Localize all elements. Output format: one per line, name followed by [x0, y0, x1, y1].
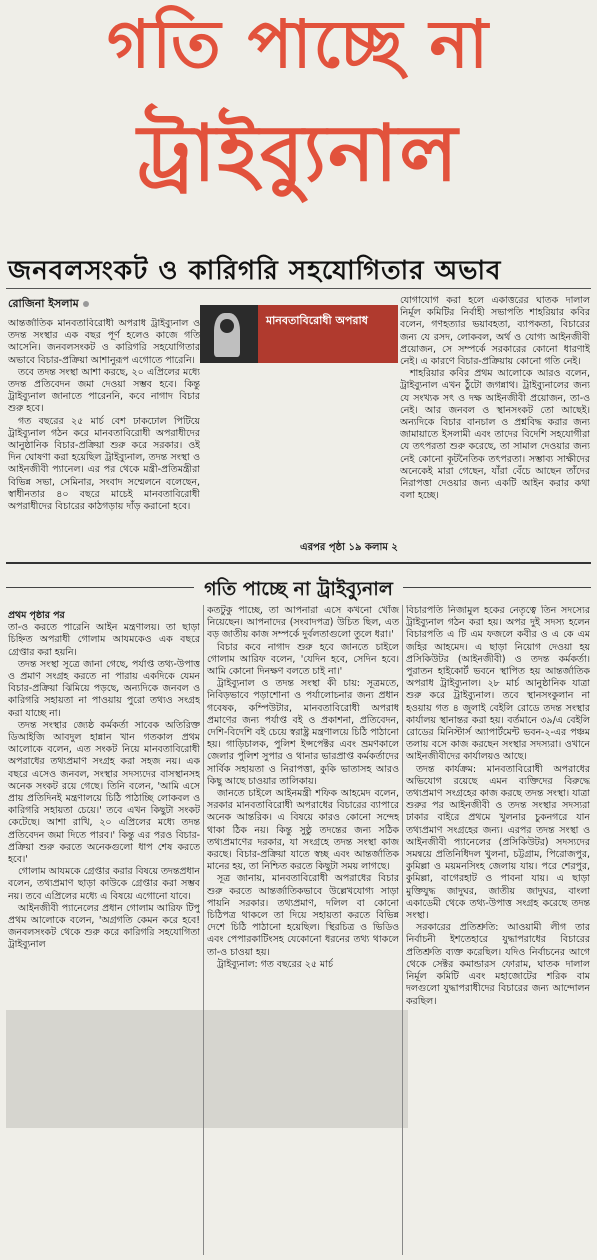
subheadline: জনবলসংকট ও কারিগরি সহযোগিতার অভাব [8, 256, 502, 286]
section-badge [200, 305, 398, 363]
paragraph: কতটুকু পাচ্ছে, তা আপনারা এসে কখনো খোঁজ নিয়েছেন। আপনাদের (সংবাদপত্র) উচিত ছিল, এত বড় জাতীয় কাজ সম্পর্কে দুর্বলতাগুলো তুলে ধরা।' [207, 605, 399, 641]
paragraph: সরকারের প্রতিশ্রুতি: আওয়ামী লীগ তার নির্বাচনী ইশতেহারে যুদ্ধাপরাধের বিচারের প্রতিশ্রুতি ব্যক্ত করেছিল। যদিও নির্বাচনের আগে থেকে সেক্টর কমান্ডারস ফোরাম, ঘাতক দালাল নির্মূল কমিটি এবং মহাজোটের শরিক বাম দলগুলো যুদ্ধাপরাধীদের বিচারের জন্য আন্দোলন করছিল। [406, 922, 590, 1007]
inside-column-3 [406, 605, 590, 1255]
inside-column-2 [207, 605, 399, 1255]
column-rule [402, 605, 403, 1255]
section-title-wrap [0, 575, 597, 607]
paragraph: তা-ও করতে পারেনি আইন মন্ত্রণালয়। তা ছাড়া চিহ্নিত অপরাধী গোলাম আযমকেও এক বছরে গ্রেপ্তার করা হয়নি। [8, 622, 200, 658]
column-rule [203, 605, 204, 1255]
byline-dot-icon [83, 301, 89, 307]
paragraph: শাহরিয়ার কবির প্রথম আলোকে আরও বলেন, ট্রাইব্যুনাল এখন ঠুঁটো জগন্নাথ। ট্রাইব্যুনালের জন্য যে সংখ্যক সৎ ও দক্ষ আইনজীবী প্রয়োজন, তা-ও নেই। আর জনবল ও স্থানসংকট তো আছেই। অন্যদিকে বিচার বানচাল ও প্রশ্নবিদ্ধ করার জন্য জামায়াতে ইসলামী এবং তাদের বিদেশি সহযোগীরা যে তৎপরতা শুরু করেছে, তা সামাল দেওয়ার জন্য নেই কোনো কূটনৈতিক তৎপরতা। সম্ভাব্য সাক্ষীদের অনেকেই মারা গেছেন, যাঁরা বেঁচে আছেন তাঁদের নিরাপত্তা দেওয়ার জন্য একটি আইন করার কথা বলা হচ্ছে। [400, 368, 590, 502]
paragraph: আন্তর্জাতিক মানবতাবিরোধী অপরাধ ট্রাইব্যুনাল ও তদন্ত সংস্থার এক বছর পূর্ণ হলেও কাজে গতি আসেনি। জনবলসংকট ও কারিগরি সহযোগিতার অভাবে বিচার-প্রক্রিয়া আশানুরূপ এগোতে পারেনি। [8, 318, 200, 366]
continued-jump: এরপর পৃষ্ঠা ১৯ কলাম ২ [300, 542, 398, 553]
headline-line1: গতি পাচ্ছে না [106, 6, 491, 83]
portrait-icon [200, 305, 258, 363]
continued-from: প্রথম পৃষ্ঠার পর [8, 610, 65, 621]
paragraph: ট্রাইব্যুনাল ও তদন্ত সংস্থা কী চায়: সূত্রমতে, নিবিড়ভাবে পড়াশোনা ও পর্যালোচনার জন্য প্রধান গবেষক, কম্পিউটার, মানবতাবিরোধী অপরাধ প্রমাণের জন্য পর্যাপ্ত বই ও প্রকাশনা, প্রতিবেদন, দেশি-বিদেশি বই চেয়ে স্বরাষ্ট্র মন্ত্রণালয়ে চিঠি পাঠানো হয়। গাড়িচালক, পুলিশ ইন্সপেক্টর এবং ভ্রমণকালে জেলার পুলিশ সুপার ও থানার ভারপ্রাপ্ত কর্মকর্তাদের সার্বিক সহায়তা ও নিরাপত্তা, কুকি ভাতাসহ আরও কিছু আছে চাওয়ার তালিকায়। [207, 678, 399, 787]
front-column-2 [400, 295, 590, 539]
paragraph: সূত্র জানায়, মানবতাবিরোধী অপরাধের বিচার শুরু করতে আন্তর্জাতিকভাবে উল্লেখযোগ্য সাড়া পায়নি সরকার। তথ্যপ্রমাণ, দলিল বা কোনো চিঠিপত্র থাকলে তা দিয়ে সহায়তা করতে বিভিন্ন দেশে চিঠি পাঠানো হয়েছিল। স্থিরচিত্র ও ভিডিও এবং পেপারকাটিংসহ যেকোনো ধরনের তথ্য থাকলে তা-ও চাওয়া হয়। [207, 873, 399, 958]
inside-column-1 [8, 610, 200, 1250]
paragraph: তবে তদন্ত সংস্থা আশা করছে, ২০ এপ্রিলের মধ্যে তদন্ত প্রতিবেদন জমা দেওয়া সম্ভব হবে। কিন্তু ট্রাইব্যুনাল জানাতে পারেননি, কবে নাগাদ বিচার শুরু হবে। [8, 366, 200, 415]
headline-line2: ট্রাইব্যুনাল [137, 109, 460, 199]
paragraph: যোগাযোগ করা হলে একাত্তরের ঘাতক দালাল নির্মূল কমিটির নির্বাহী সভাপতি শাহরিয়ার কবির বলেন, গণহত্যার ভয়াবহতা, ব্যাপকতা, বিচারের জন্য যে রসদ, লোকবল, অর্থ ও যোগ্য আইনজীবী প্রয়োজন, সে সম্পর্কে সরকারের কোনো ধারণাই নেই। এ কারণে বিচার-প্রক্রিয়ায় কোনো গতি নেই। [400, 295, 590, 368]
paragraph: গোলাম আযমকে গ্রেপ্তার করার বিষয়ে তদন্তপ্রধান বলেন, তথ্যপ্রমাণ ছাড়া কাউকে গ্রেপ্তার করা সম্ভব নয়। তবে এপ্রিলের মধ্যে এ বিষয়ে এগোনো যাবে। [8, 866, 200, 902]
paragraph: গত বছরের ২৫ মার্চ বেশ ঢাকঢোল পিটিয়ে ট্রাইব্যুনাল গঠন করে মানবতাবিরোধী অপরাধীদের আনুষ্ঠানিক বিচার-প্রক্রিয়া শুরু করে সরকার। ওই দিন ঘোষণা করা হয়েছিল ট্রাইব্যুনাল, তদন্ত সংস্থা ও আইনজীবী প্যানেল। এর পর থেকে মন্ত্রী-প্রতিমন্ত্রীরা বিভিন্ন সভা, সেমিনার, সংবাদ সম্মেলনে বলেছেন, স্বাধীনতার ৪০ বছরে মাচেই মানবতাবিরোধী অপরাধীদের বিচারের কাঠগড়ায় দাঁড় করানো হবে। [8, 415, 200, 513]
paragraph: তদন্ত সংস্থার জ্যেষ্ঠ কর্মকর্তা সাবেক অতিরিক্ত ডিআইজি আবদুল হান্নান খান গতকাল প্রথম আলোকে বলেন, এত সংকট নিয়ে মানবতাবিরোধী অপরাধের তথ্যপ্রমাণ সংগ্রহ করা সহজ নয়। এক বছরে এসেও জনবল, সংস্থার সদস্যদের বাসস্থানসহ অনেক সংকট রয়ে গেছে। তিনি বলেন, 'আমি এসে প্রায় প্রতিদিনই মন্ত্রণালয়ে চিঠি পাঠাচ্ছি লোকবল ও কারিগরি সহায়তা চেয়ে।' তবে এখন কিছুটা সংকট কেটেছে। আশা রাখি, ২০ এপ্রিলের মধ্যে তদন্ত প্রতিবেদন জমা দিতে পারব।' কিন্তু এর পরও বিচার-প্রক্রিয়া শুরু করতে অনেকগুলো ধাপ শেষ করতে হবে।' [8, 719, 200, 866]
byline [8, 295, 89, 314]
front-column-1 [8, 318, 200, 540]
divider [6, 288, 591, 289]
section-divider [6, 562, 591, 564]
paragraph: তদন্ত সংস্থা সূত্রে জানা গেছে, পর্যাপ্ত তথ্য-উপাত্ত ও প্রমাণ সংগ্রহ করতে না পারায় একদিকে যেমন বিচার-প্রক্রিয়া ঝিমিয়ে পড়ছে, অন্যদিকে জনবল ও কারিগরি সহায়তা না পাওয়ায় পুরো তথ্যও সংগ্রহ করা যাচ্ছে না। [8, 658, 200, 719]
paragraph: ট্রাইব্যুনাল: গত বছরের ২৫ মার্চ [217, 958, 333, 970]
front-column-1b [200, 366, 398, 540]
paragraph: তদন্ত কার্যক্রম: মানবতাবিরোধী অপরাধের অভিযোগ রয়েছে এমন ব্যক্তিদের বিরুদ্ধে তথ্যপ্রমাণ সংগ্রহের কাজ করছে তদন্ত সংস্থা। যাত্রা শুরুর পর আইনজীবী ও তদন্ত সংস্থার সদস্যরা ঢাকার বাইরে প্রথমে খুলনার চুকনগরে যান তথ্যপ্রমাণ সংগ্রহের জন্য। এরপর তদন্ত সংস্থা ও আইনজীবী প্যানেলের (প্রসিকিউটর) সদস্যদের সমন্বয়ে প্রতিনিধিদল খুলনা, চট্টগ্রাম, পিরোজপুর, কুমিল্লা ও ময়মনসিংহ জেলায় যায়। পরে শেরপুর, কুমিল্লা, বাগেরহাট ও পাবনা যায়। এ ছাড়া মুক্তিযুদ্ধ জাদুঘর, জাতীয় জাদুঘর, বাংলা একাডেমী থেকে তথ্য-উপাত্ত সংগ্রহ করেছে তদন্ত সংস্থা। [406, 763, 590, 922]
section-title: গতি পাচ্ছে না ট্রাইব্যুনাল [194, 578, 403, 600]
paragraph: বিচার কবে নাগাদ শুরু হবে জানতে চাইলে গোলাম আরিফ বলেন, 'যেদিন হবে, সেদিন হবে। আমি কোনো দিনক্ষণ বলতে চাই না।' [207, 641, 399, 678]
paragraph: জানতে চাইলে আইনমন্ত্রী শফিক আহমেদ বলেন, সরকার মানবতাবিরোধী অপরাধের বিচারের ব্যাপারে অনেক আন্তরিক। এ বিষয়ে কারও কোনো সন্দেহ থাকা ঠিক নয়। কিন্তু সুষ্ঠু তদন্তের জন্য সঠিক তথ্যপ্রমাণের দরকার, যা সংগ্রহে তদন্ত সংস্থা কাজ করছে। বিচার-প্রক্রিয়া যাতে স্বচ্ছ এবং আন্তর্জাতিক মানের হয়, তা নিশ্চিত করতে কিছুটা সময় লাগছে। [207, 788, 399, 873]
byline-name: রোজিনা ইসলাম [8, 297, 79, 310]
paragraph: বিচারপতি নিজামুল হকের নেতৃত্বে তিন সদস্যের ট্রাইব্যুনাল গঠন করা হয়। অপর দুই সদস্য হলেন বিচারপতি এ টি এম ফজলে কবীর ও এ কে এম জহির আহমেদ। এ ছাড়া নিয়োগ দেওয়া হয় প্রসিকিউটর (আইনজীবী) ও তদন্ত কর্মকর্তা। পুরাতন হাইকোর্ট ভবনে স্থাপিত হয় আন্তর্জাতিক অপরাধ ট্রাইব্যুনাল। ২৮ মার্চ আনুষ্ঠানিক যাত্রা শুরু করে ট্রাইব্যুনাল। তবে স্থানসংকুলান না হওয়ায় গত ৪ জুলাই বেইলি রোডে তদন্ত সংস্থার কার্যালয় স্থানান্তর করা হয়। বর্তমানে ৩৯/এ বেইলি রোডের মিনিস্টার্স অ্যাপার্টমেন্ট ভবন-২-এর পঞ্চম তলায় বসে কাজ করছেন সংস্থার সদস্যরা। ওখানে আইনজীবীদের কার্যালয়ও আছে। [406, 605, 590, 763]
paragraph: আইনজীবী প্যানেলের প্রধান গোলাম আরিফ টিপু প্রথম আলোকে বলেন, 'অগ্রগতি কেমন করে হবে! জনবলসংকট থেকে শুরু করে কারিগরি সহযোগিতা ট্রাইব্যুনাল [8, 902, 200, 951]
badge-label: মানবতাবিরোধী অপরাধ [258, 305, 398, 363]
